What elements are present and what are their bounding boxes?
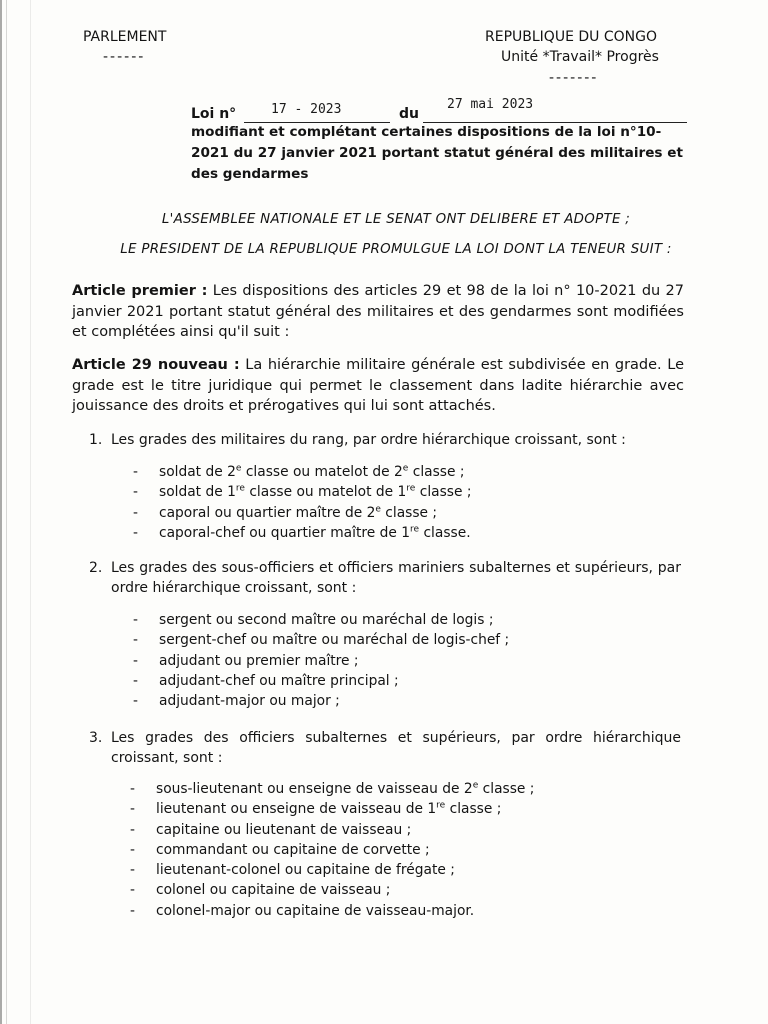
article-premier — [72, 281, 684, 343]
preamble-line-2: LE PRESIDENT DE LA REPUBLIQUE PROMULGUE LA LOI DONT LA TENEUR SUIT : — [120, 242, 672, 257]
republic-title: REPUBLIQUE DU CONGO — [485, 29, 657, 45]
grade-list-item: - soldat de 2e classe ou matelot de 2e classe ; — [133, 462, 472, 482]
law-subject: modifiant et complétant certaines dispositions de la loi n°10-2021 du 27 janvier 2021 portant statut général des militaires et des gendarmes — [191, 124, 683, 182]
article-premier-label: Article premier : — [72, 283, 208, 299]
preamble-line-1: L'ASSEMBLEE NATIONALE ET LE SENAT ONT DELIBERE ET ADOPTE ; — [161, 212, 631, 227]
grade-list-item: - colonel ou capitaine de vaisseau ; — [130, 880, 534, 900]
section-number: 3. — [89, 730, 103, 746]
grade-list-item: - colonel-major ou capitaine de vaisseau-major. — [130, 901, 534, 921]
grade-list-item: - lieutenant-colonel ou capitaine de frégate ; — [130, 860, 534, 880]
article-29-text: La hiérarchie militaire générale est subdivisée en grade. Le grade est le titre juridique qui permet le classement dans ladite hiérarchie avec jouissance des droits et prérogatives qui lui sont attachés. — [72, 357, 684, 414]
law-number: 17 - 2023 — [271, 102, 342, 117]
grade-list-item: - sous-lieutenant ou enseigne de vaisseau de 2e classe ; — [130, 779, 534, 799]
parlement-title: PARLEMENT — [83, 29, 167, 45]
grade-list-item: - lieutenant ou enseigne de vaisseau de 1re classe ; — [130, 799, 534, 819]
section-text: Les grades des militaires du rang, par ordre hiérarchique croissant, sont : — [111, 432, 626, 448]
section-text: Les grades des officiers subalternes et supérieurs, par ordre hiérarchique croissant, sont : — [111, 730, 681, 766]
du-label: du — [399, 106, 419, 122]
section-3-list — [130, 779, 534, 921]
scan-edge-artifact — [0, 0, 44, 1024]
grade-list-item: - sergent ou second maître ou maréchal de logis ; — [133, 610, 509, 630]
grade-list-item: - capitaine ou lieutenant de vaisseau ; — [130, 820, 534, 840]
national-motto: Unité *Travail* Progrès — [501, 49, 659, 65]
grade-list-item: - adjudant-chef ou maître principal ; — [133, 671, 509, 691]
right-separator: ------- — [549, 70, 599, 86]
section-number: 2. — [89, 560, 103, 576]
law-reference-line — [191, 97, 687, 122]
article-29-label: Article 29 nouveau : — [72, 357, 240, 373]
grade-list-item: - caporal ou quartier maître de 2e classe ; — [133, 503, 472, 523]
grade-list-item: - soldat de 1re classe ou matelot de 1re classe ; — [133, 482, 472, 502]
left-separator: ------ — [103, 49, 146, 65]
grade-list-item: - commandant ou capitaine de corvette ; — [130, 840, 534, 860]
article-29 — [72, 355, 684, 417]
section-number: 1. — [89, 432, 103, 448]
article-premier-text: Les dispositions des articles 29 et 98 de la loi n° 10-2021 du 27 janvier 2021 portant statut général des militaires et des gendarmes sont modifiées et complétées ainsi qu'il suit : — [72, 283, 685, 340]
grade-list-item: - sergent-chef ou maître ou maréchal de logis-chef ; — [133, 630, 509, 650]
grade-list-item: - adjudant ou premier maître ; — [133, 651, 509, 671]
loi-label: Loi n° — [191, 106, 237, 122]
section-1-list — [133, 462, 472, 543]
law-date: 27 mai 2023 — [447, 97, 534, 112]
grade-list-item: - adjudant-major ou major ; — [133, 691, 509, 711]
grade-list-item: - caporal-chef ou quartier maître de 1re classe. — [133, 523, 472, 543]
section-text: Les grades des sous-officiers et officiers mariniers subalternes et supérieurs, par ordre hiérarchique croissant, sont : — [111, 560, 681, 596]
section-2-list — [133, 610, 509, 711]
